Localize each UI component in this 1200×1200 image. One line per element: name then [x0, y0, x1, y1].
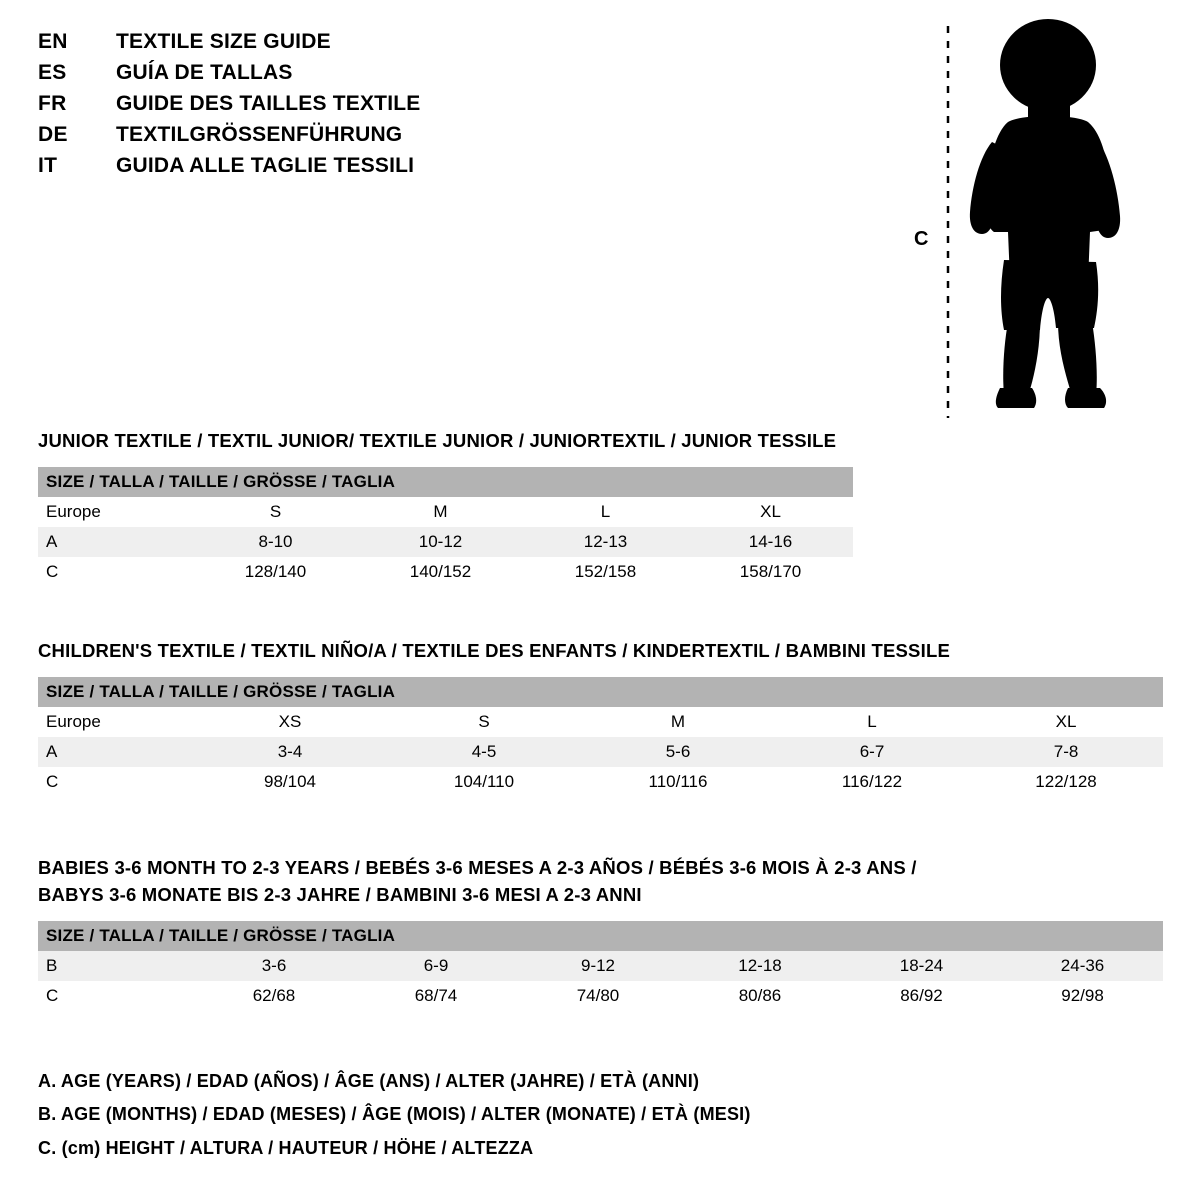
language-title: TEXTILGRÖSSENFÜHRUNG: [116, 123, 403, 146]
children-cell: 98/104: [264, 771, 316, 791]
children-cell: 116/122: [841, 771, 903, 791]
children-size-header: XS: [278, 711, 302, 731]
children-textile-section: [38, 638, 1163, 797]
language-code: ES: [38, 61, 67, 84]
table-band-row: [38, 467, 853, 497]
junior-row-key: A: [46, 531, 58, 551]
junior-cell: 8-10: [258, 531, 293, 551]
legend-line-a: A. AGE (YEARS) / EDAD (AÑOS) / ÂGE (ANS) / ALTER (JAHRE) / ETÀ (ANNI): [38, 1071, 700, 1091]
language-title: GUIDE DES TAILLES TEXTILE: [116, 92, 421, 115]
table-row: [38, 981, 1163, 1011]
junior-size-header: XL: [760, 501, 781, 521]
section-title-babies-line2: BABYS 3-6 MONATE BIS 2-3 JAHRE / BAMBINI 3-6 MESI A 2-3 ANNI: [38, 883, 642, 905]
junior-size-header: S: [269, 501, 282, 521]
children-cell: 104/110: [453, 771, 515, 791]
language-row: [38, 123, 598, 154]
table-band-row: [38, 677, 1163, 707]
language-code: IT: [38, 154, 58, 177]
junior-cell: 10-12: [418, 531, 463, 551]
legend-line-c: C. (cm) HEIGHT / ALTURA / HAUTEUR / HÖHE / ALTEZZA: [38, 1137, 534, 1158]
children-cell: 4-5: [471, 741, 497, 761]
language-row: [38, 154, 598, 185]
children-size-header: XL: [1055, 711, 1077, 731]
babies-size-table: [38, 921, 1163, 1011]
babies-cell: 68/74: [414, 985, 458, 1005]
language-code: FR: [38, 92, 67, 115]
table-row: [38, 497, 853, 527]
children-region-label: Europe: [46, 711, 101, 731]
language-code: DE: [38, 123, 68, 146]
section-title-babies-line1: BABIES 3-6 MONTH TO 2-3 YEARS / BEBÉS 3-6 MESES A 2-3 AÑOS / BÉBÉS 3-6 MOIS À 2-3 ANS /: [38, 857, 917, 878]
junior-band-label: SIZE / TALLA / TAILLE / GRÖSSE / TAGLIA: [38, 467, 853, 497]
children-size-header: M: [670, 711, 686, 731]
junior-size-header: L: [600, 501, 611, 521]
junior-cell: 140/152: [409, 561, 472, 581]
babies-row-key: C: [46, 985, 59, 1005]
children-cell: 7-8: [1053, 741, 1079, 761]
language-row: [38, 92, 598, 123]
junior-cell: 158/170: [739, 561, 802, 581]
language-title: TEXTILE SIZE GUIDE: [116, 30, 331, 53]
section-title-children: CHILDREN'S TEXTILE / TEXTIL NIÑO/A / TEXTILE DES ENFANTS / KINDERTEXTIL / BAMBINI TESSILE: [38, 640, 950, 661]
children-size-header: L: [867, 711, 877, 731]
section-title-junior: JUNIOR TEXTILE / TEXTIL JUNIOR/ TEXTILE JUNIOR / JUNIORTEXTIL / JUNIOR TESSILE: [38, 430, 837, 451]
children-band-label: SIZE / TALLA / TAILLE / GRÖSSE / TAGLIA: [38, 677, 1163, 707]
junior-cell: 14-16: [748, 531, 793, 551]
language-title: GUIDA ALLE TAGLIE TESSILI: [116, 154, 415, 177]
language-row: [38, 61, 598, 92]
children-cell: 110/116: [648, 771, 708, 791]
children-row-key: A: [46, 741, 58, 761]
children-cell: 5-6: [665, 741, 691, 761]
table-row: [38, 951, 1163, 981]
children-cell: 122/128: [1035, 771, 1097, 791]
babies-cell: 62/68: [252, 985, 296, 1005]
legend-section: [38, 1065, 1038, 1165]
children-row-key: C: [46, 771, 59, 791]
junior-cell: 152/158: [574, 561, 637, 581]
table-row: [38, 707, 1163, 737]
babies-cell: 74/80: [576, 985, 620, 1005]
language-title: GUÍA DE TALLAS: [116, 61, 293, 84]
babies-band-label: SIZE / TALLA / TAILLE / GRÖSSE / TAGLIA: [38, 921, 1163, 951]
language-row: [38, 30, 598, 61]
babies-cell: 3-6: [261, 955, 287, 975]
babies-cell: 92/98: [1061, 985, 1104, 1005]
babies-cell: 18-24: [899, 955, 944, 975]
children-cell: 6-7: [859, 741, 885, 761]
table-row: [38, 737, 1163, 767]
children-size-header: S: [478, 711, 490, 731]
babies-cell: 24-36: [1060, 955, 1105, 975]
babies-row-key: B: [46, 955, 58, 975]
children-cell: 3-4: [277, 741, 303, 761]
junior-cell: 128/140: [244, 561, 307, 581]
legend-line-b: B. AGE (MONTHS) / EDAD (MESES) / ÂGE (MOIS) / ALTER (MONATE) / ETÀ (MESI): [38, 1104, 751, 1125]
children-size-table: [38, 677, 1163, 797]
babies-cell: 12-18: [738, 955, 782, 975]
junior-cell: 12-13: [583, 531, 628, 551]
junior-size-header: M: [433, 501, 448, 521]
table-band-row: [38, 921, 1163, 951]
junior-textile-section: [38, 428, 1163, 587]
table-row: [38, 767, 1163, 797]
height-measure-label: C: [914, 228, 929, 250]
babies-cell: 86/92: [900, 985, 943, 1005]
table-row: [38, 527, 853, 557]
child-silhouette-icon: [900, 10, 1160, 425]
junior-size-table: [38, 467, 853, 587]
table-row: [38, 557, 853, 587]
babies-cell: 80/86: [738, 985, 782, 1005]
junior-region-label: Europe: [46, 501, 101, 521]
babies-cell: 6-9: [423, 955, 449, 975]
babies-textile-section: [38, 855, 1163, 1011]
language-code: EN: [38, 30, 68, 53]
babies-cell: 9-12: [580, 955, 616, 975]
language-header-block: [38, 30, 598, 185]
junior-row-key: C: [46, 561, 59, 581]
figure-area: [900, 10, 1160, 425]
